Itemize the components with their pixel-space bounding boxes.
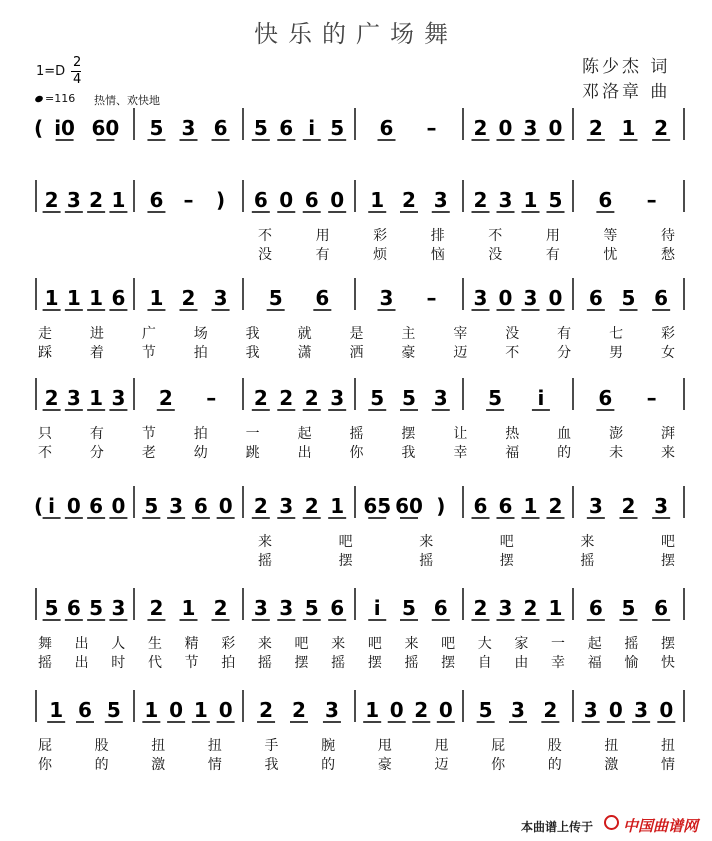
note: 0 (659, 698, 674, 722)
note: 2 (473, 116, 488, 140)
lyric-char: 迈 (434, 757, 449, 773)
note: 2 (253, 386, 268, 410)
lyric-char: 摆 (499, 553, 514, 569)
note: 2 (259, 698, 274, 722)
note: 2 (158, 386, 173, 410)
note: 5 (253, 116, 268, 140)
lyric-char: 忧 (603, 247, 618, 263)
lyric-char: 彩 (373, 228, 388, 244)
note: 5 (44, 596, 59, 620)
note: 0 (279, 188, 294, 212)
lyric-char: 甩 (377, 738, 392, 754)
note: 1 (89, 386, 104, 410)
note: 3 (330, 386, 345, 410)
note: i (48, 494, 56, 518)
lyric-char: 着 (89, 345, 104, 361)
lyric-char: 股 (547, 738, 562, 754)
lyric-char: 的 (547, 757, 562, 773)
lyric-char: 福 (587, 655, 602, 671)
note: ) (215, 188, 226, 212)
lyric-char: 我 (401, 445, 416, 461)
lyric-char: 出 (74, 636, 89, 652)
lyric-char: 分 (557, 345, 572, 361)
note: 3 (213, 286, 228, 310)
note: 0 (169, 698, 184, 722)
note: 6 (66, 596, 81, 620)
note: i (373, 596, 381, 620)
lyric-char: 摆 (661, 636, 675, 652)
note: 6 (598, 386, 613, 410)
lyric-char: 恼 (430, 247, 445, 263)
lyric-char: 摇 (624, 636, 639, 652)
note: 2 (414, 698, 429, 722)
note: 2 (473, 596, 488, 620)
lyric-char: 湃 (661, 426, 675, 442)
note: 1 (365, 698, 380, 722)
note: 2 (473, 188, 488, 212)
lyric-char: 就 (297, 326, 312, 342)
lyric-char: 热 (505, 426, 520, 442)
lyric-char: 摇 (404, 655, 419, 671)
lyric-char: 来 (404, 636, 419, 652)
lyric-char: 精 (184, 636, 199, 652)
note: 0 (438, 698, 453, 722)
note: 2 (588, 116, 603, 140)
note: 6 (433, 596, 448, 620)
note: – (426, 286, 437, 310)
lyric-char: 节 (141, 426, 156, 442)
lyric-char: 宰 (453, 326, 468, 342)
note: 6 (78, 698, 92, 722)
lyric-char: 待 (661, 228, 675, 244)
lyric-char: 你 (38, 757, 52, 773)
lyric-char: 你 (491, 757, 506, 773)
lyric-char: 屁 (491, 738, 506, 754)
lyric-char: 节 (141, 345, 156, 361)
note: 6 (304, 188, 319, 212)
lyric-char: 血 (557, 426, 572, 442)
lyric-char: 来 (257, 636, 272, 652)
lyric-char: 起 (297, 426, 312, 442)
note: 0 (498, 116, 513, 140)
lyric-char: 拍 (193, 426, 208, 442)
note: 2 (548, 494, 563, 518)
note: 5 (149, 116, 164, 140)
lyric-char: 代 (147, 655, 162, 671)
note: 3 (433, 386, 448, 410)
lyric-char: 用 (545, 228, 560, 244)
note: 1 (523, 494, 538, 518)
note: 1 (149, 286, 164, 310)
lyric-char: 一 (245, 426, 260, 442)
note: 6 (498, 494, 513, 518)
lyric-char: 激 (604, 757, 619, 773)
lyric-char: 情 (661, 757, 675, 773)
note: 1 (49, 698, 64, 722)
note: i (537, 386, 545, 410)
note: 1 (89, 286, 104, 310)
note: 3 (498, 188, 513, 212)
note: 2 (149, 596, 164, 620)
lyric-char: 摆 (661, 553, 675, 569)
note: 3 (588, 494, 603, 518)
lyric-char: 豪 (401, 345, 416, 361)
lyric-char: 吧 (499, 534, 514, 550)
note: 2 (654, 116, 669, 140)
lyric-char: 男 (609, 345, 624, 361)
note: 6 (89, 494, 104, 518)
note: 1 (193, 698, 208, 722)
note: 3 (66, 386, 81, 410)
lyric-char: 有 (557, 326, 572, 342)
lyric-char: 摆 (401, 426, 416, 442)
lyric-char: 人 (111, 636, 126, 652)
note: ) (436, 494, 446, 518)
lyric-char: 自 (477, 655, 492, 671)
note: 5 (370, 386, 385, 410)
note: 6 (253, 188, 268, 212)
note: 1 (330, 494, 345, 518)
lyric-char: 老 (141, 445, 156, 461)
lyric-char: 场 (193, 326, 208, 342)
note: 5 (304, 596, 319, 620)
note: 3 (169, 494, 184, 518)
note: 6 (111, 286, 126, 310)
note: 0 (389, 698, 404, 722)
note: 3 (111, 596, 126, 620)
lyric-char: 摇 (38, 655, 52, 671)
note: 6 (193, 494, 208, 518)
lyric-char: 不 (38, 445, 52, 461)
repeat-paren: ( (34, 494, 44, 518)
note: 3 (473, 286, 488, 310)
lyric-char: 烦 (373, 247, 388, 263)
lyric-char: 腕 (321, 738, 336, 754)
note: 2 (279, 386, 294, 410)
lyric-char: 彩 (661, 326, 675, 342)
lyric-char: 拍 (193, 345, 208, 361)
lyric-char: 股 (94, 738, 109, 754)
lyric-char: 大 (477, 636, 492, 652)
lyric-char: 只 (38, 426, 52, 442)
note: 6 (315, 286, 330, 310)
note: 2 (543, 698, 558, 722)
note: 3 (523, 116, 538, 140)
note: 2 (304, 494, 319, 518)
note: 0 (218, 698, 233, 722)
note: 3 (253, 596, 268, 620)
note: 5 (621, 286, 636, 310)
lyric-char: 福 (505, 445, 520, 461)
lyric-char: 不 (258, 228, 272, 244)
note: 6 (588, 286, 603, 310)
note: 6 (598, 188, 613, 212)
lyric-char: 有 (315, 247, 330, 263)
time-signature-denominator: 4 (73, 72, 82, 87)
note: 2 (292, 698, 306, 722)
lyric-char: 我 (264, 757, 279, 773)
lyric-char: 愉 (624, 655, 639, 671)
lyric-char: 澎 (609, 426, 624, 442)
lyric-char: 摆 (441, 655, 456, 671)
note: 2 (523, 596, 538, 620)
note: 3 (181, 116, 196, 140)
repeat-paren: ( (34, 116, 44, 140)
note: 0 (330, 188, 345, 212)
note: 2 (402, 188, 416, 212)
site-name[interactable]: 中国曲谱网 (623, 817, 699, 835)
expression-marking: 热情、欢快地 (94, 94, 160, 107)
note: 3 (498, 596, 513, 620)
lyric-char: 摇 (580, 553, 595, 569)
note: 3 (279, 596, 294, 620)
note: 5 (548, 188, 563, 212)
lyric-char: 没 (258, 247, 272, 263)
lyric-char: 出 (297, 445, 312, 461)
lyric-char: 由 (514, 655, 529, 671)
lyric-char: 来 (419, 534, 434, 550)
note: 1 (523, 188, 538, 212)
lyric-char: 愁 (661, 247, 675, 263)
note: 3 (523, 286, 538, 310)
note: 3 (379, 286, 394, 310)
lyric-char: 未 (609, 445, 624, 461)
upload-note: 本曲谱上传于 (521, 820, 594, 834)
lyric-char: 摇 (331, 655, 346, 671)
lyric-char: 幸 (551, 655, 566, 671)
note: 6 (279, 116, 294, 140)
lyricist-credit: 陈少杰 词 (582, 57, 671, 77)
lyric-char: 的 (321, 757, 336, 773)
lyric-char: 没 (505, 326, 520, 342)
lyric-char: 手 (264, 738, 279, 754)
lyric-char: 让 (453, 426, 468, 442)
note: 5 (106, 698, 121, 722)
note: 2 (181, 286, 196, 310)
note: 2 (253, 494, 268, 518)
lyric-char: 甩 (434, 738, 449, 754)
note: 5 (89, 596, 104, 620)
lyric-char: 摆 (338, 553, 353, 569)
lyric-char: 生 (147, 636, 162, 652)
note: 6 (588, 596, 603, 620)
lyric-char: 不 (505, 345, 520, 361)
note: 6 (330, 596, 345, 620)
note: – (206, 386, 217, 410)
note: 3 (111, 386, 126, 410)
note: 2 (621, 494, 636, 518)
lyric-char: 吧 (661, 534, 675, 550)
lyric-char: 我 (245, 326, 260, 342)
note: 1 (548, 596, 563, 620)
lyric-char: 吧 (338, 534, 353, 550)
lyric-char: 扭 (661, 738, 675, 754)
note: 1 (111, 188, 126, 212)
note: 3 (66, 188, 81, 212)
note: 5 (330, 116, 345, 140)
lyric-char: 等 (603, 228, 618, 244)
lyric-char: 没 (488, 247, 503, 263)
lyric-char: 扭 (151, 738, 166, 754)
lyric-char: 主 (401, 326, 416, 342)
note: 5 (621, 596, 636, 620)
note: 6 (213, 116, 228, 140)
time-signature-numerator: 2 (73, 55, 82, 70)
lyric-char: 有 (89, 426, 104, 442)
note: 0 (548, 116, 563, 140)
note: 6 (473, 494, 488, 518)
note: 0 (608, 698, 623, 722)
lyric-char: 分 (89, 445, 104, 461)
note: 6 (654, 286, 669, 310)
lyric-char: 时 (111, 655, 126, 671)
lyric-char: 排 (430, 228, 445, 244)
lyric-char: 七 (609, 326, 624, 342)
lyric-char: 踩 (38, 345, 52, 361)
lyric-char: 扭 (604, 738, 619, 754)
lyric-char: 起 (587, 636, 602, 652)
lyric-char: 洒 (349, 345, 364, 361)
composer-credit: 邓洛章 曲 (582, 82, 671, 102)
note: 2 (213, 596, 228, 620)
note: 2 (44, 386, 59, 410)
note: 0 (548, 286, 563, 310)
lyric-char: 跳 (245, 445, 260, 461)
lyric-char: 吧 (294, 636, 309, 652)
lyric-char: 我 (245, 345, 260, 361)
note: 1 (370, 188, 385, 212)
lyric-char: 广 (141, 326, 156, 342)
note: 3 (654, 494, 669, 518)
lyric-char: 来 (580, 534, 595, 550)
lyric-char: 出 (74, 655, 89, 671)
note: 3 (583, 698, 598, 722)
song-title: 快乐的广场舞 (254, 20, 458, 48)
lyric-char: 潇 (297, 345, 312, 361)
lyric-char: 扭 (207, 738, 222, 754)
note: 5 (478, 698, 493, 722)
note: 60 (395, 494, 423, 518)
lyric-char: 吧 (367, 636, 382, 652)
lyric-char: 摇 (257, 655, 272, 671)
note: i0 (54, 116, 75, 140)
lyric-char: 走 (38, 326, 52, 342)
lyric-char: 激 (151, 757, 166, 773)
lyric-char: 有 (545, 247, 560, 263)
lyric-char: 节 (184, 655, 199, 671)
note: 6 (379, 116, 394, 140)
note: 5 (402, 386, 416, 410)
lyric-char: 来 (258, 534, 272, 550)
note: 0 (498, 286, 513, 310)
lyric-char: 的 (557, 445, 572, 461)
lyric-char: 摇 (419, 553, 434, 569)
note: 1 (66, 286, 81, 310)
note: 5 (402, 596, 416, 620)
note: 2 (304, 386, 319, 410)
lyric-char: 不 (488, 228, 503, 244)
lyric-char: 豪 (377, 757, 392, 773)
note: 3 (279, 494, 294, 518)
lyric-char: 摆 (294, 655, 309, 671)
note: 1 (181, 596, 196, 620)
lyric-char: 摆 (367, 655, 382, 671)
lyric-char: 摇 (258, 553, 272, 569)
lyric-char: 彩 (221, 636, 236, 652)
note: 5 (144, 494, 159, 518)
note: 65 (363, 494, 392, 518)
lyric-char: 情 (207, 757, 222, 773)
note: 0 (111, 494, 126, 518)
note: 60 (91, 116, 120, 140)
lyric-char: 用 (315, 228, 330, 244)
lyric-char: 摇 (349, 426, 364, 442)
lyric-char: 你 (349, 445, 364, 461)
lyric-char: 吧 (441, 636, 456, 652)
lyric-char: 进 (89, 326, 104, 342)
note: 6 (654, 596, 669, 620)
lyric-char: 是 (349, 326, 364, 342)
note: 3 (511, 698, 525, 722)
lyric-char: 来 (661, 445, 675, 461)
lyric-char: 迈 (453, 345, 468, 361)
lyric-char: 女 (661, 345, 675, 361)
note: 1 (144, 698, 159, 722)
note: 6 (149, 188, 164, 212)
note: 5 (268, 286, 283, 310)
note: 1 (44, 286, 59, 310)
note: 3 (433, 188, 448, 212)
note: i (308, 116, 316, 140)
note: 5 (488, 386, 503, 410)
lyric-char: 舞 (38, 636, 52, 652)
note: 0 (66, 494, 81, 518)
note: 0 (218, 494, 233, 518)
note: – (183, 188, 194, 212)
note: – (426, 116, 437, 140)
lyric-char: 幼 (193, 445, 208, 461)
key-signature: 1=D (36, 64, 66, 79)
note: 1 (621, 116, 636, 140)
note: 2 (44, 188, 59, 212)
lyric-char: 快 (661, 655, 675, 671)
lyric-char: 的 (94, 757, 109, 773)
lyric-char: 屁 (38, 738, 52, 754)
lyric-char: 拍 (221, 655, 236, 671)
site-logo-icon (604, 815, 619, 830)
lyric-char: 幸 (453, 445, 468, 461)
note: 3 (634, 698, 649, 722)
note: – (646, 386, 657, 410)
lyric-char: 家 (514, 636, 529, 652)
note: – (646, 188, 657, 212)
note: 2 (89, 188, 104, 212)
note: 3 (324, 698, 339, 722)
tempo-marking: =116 (45, 92, 76, 105)
lyric-char: 一 (551, 636, 566, 652)
lyric-char: 来 (331, 636, 346, 652)
